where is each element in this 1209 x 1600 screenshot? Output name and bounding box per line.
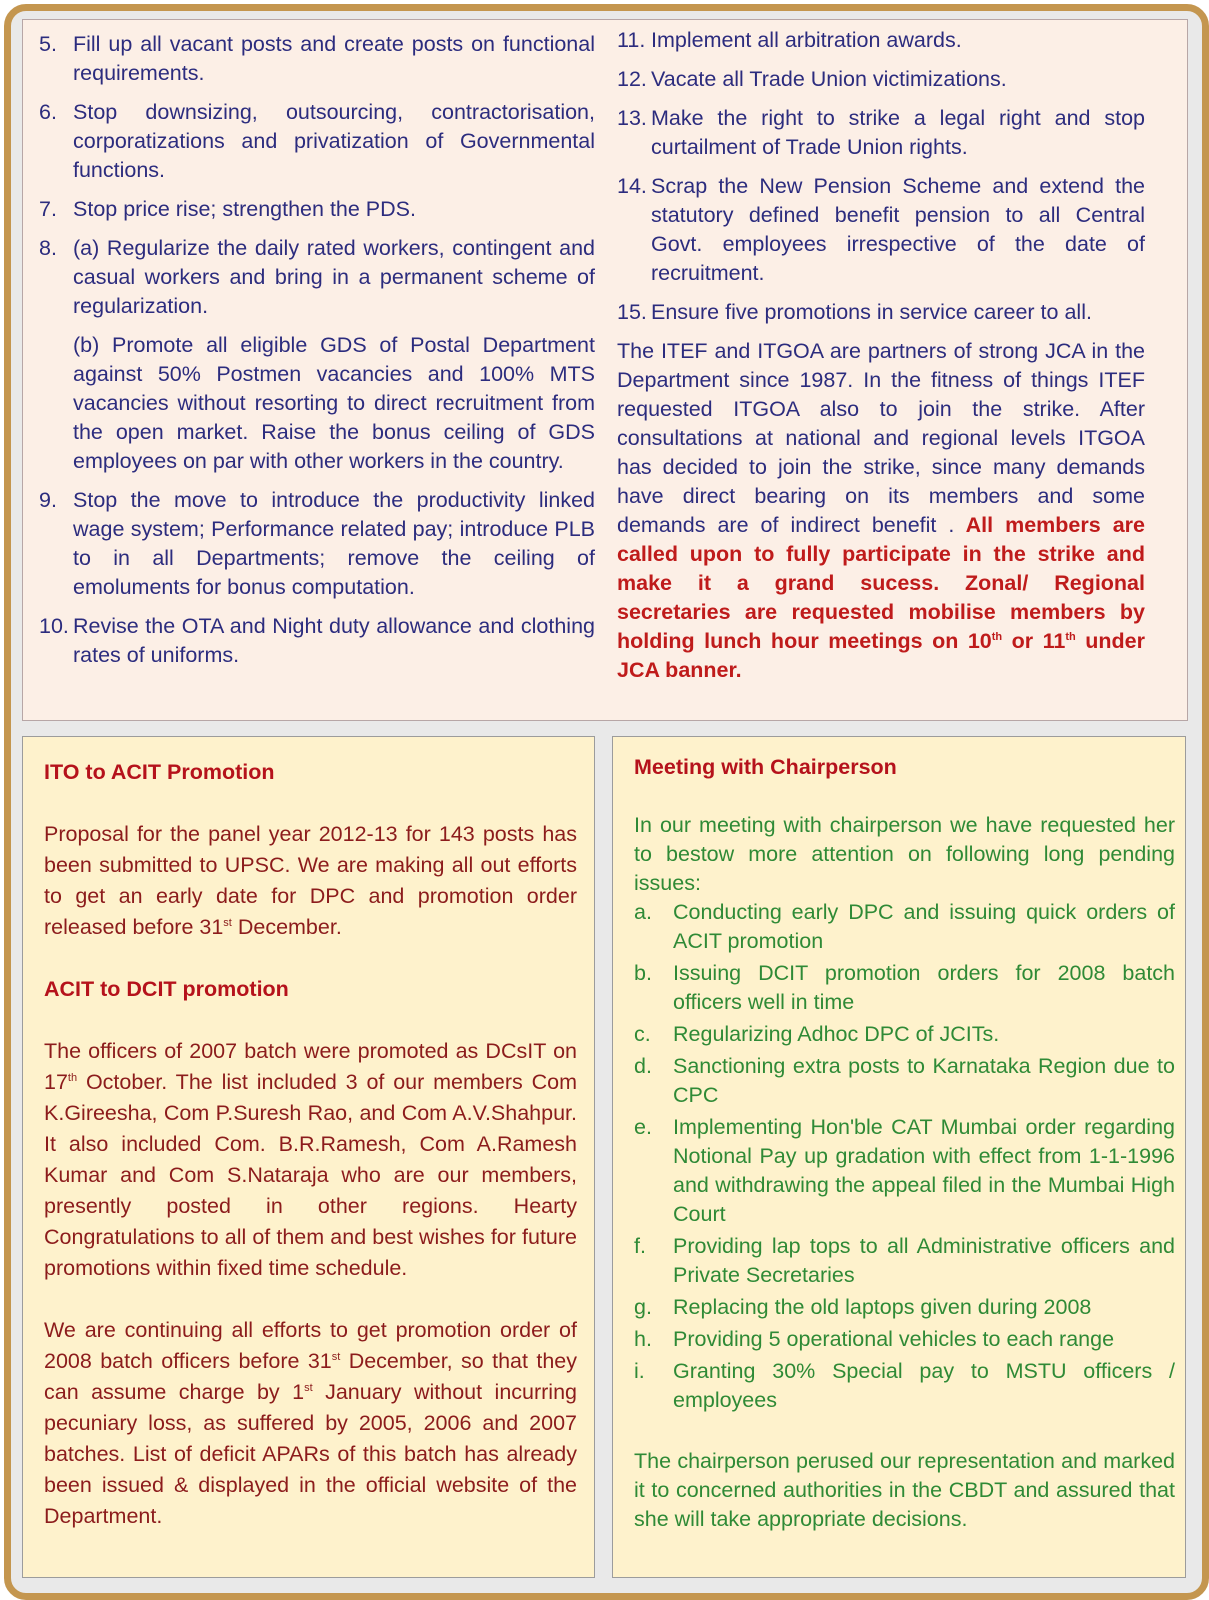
list-subitem: (b) Promote all eligible GDS of Postal Department against 50% Postmen vacancies and 100% MTS vacancies without resorting to direct recruitment from the open market. Raise the bonus ceiling of GDS employees on par with other workers in the country.	[73, 333, 595, 473]
strike-call: All members are called upon to fully participate in the strike and make it a grand sucess. Zonal/ Regional secretaries are requested mobilise members by holding lunch hour meetings on 10th or 11th under JCA banner.	[617, 513, 1146, 682]
itef-paragraph: The ITEF and ITGOA are partners of strong JCA in the Department since 1987. In the fitness of things ITEF requested ITGOA also to join the strike. After consultations at national and regional levels ITGOA has decided to join the strike, since many demands have direct bearing on its members and some demands are of indirect benefit . All members are called upon to fully participate in the strike and make it a grand sucess. Zonal/ Regional secretaries are requested mobilise members by holding lunch hour meetings on 10th or 11th under JCA banner.	[617, 339, 1146, 682]
promotion-box	[22, 736, 595, 1578]
list-item: 9. Stop the move to introduce the productivity linked wage system; Performance related pay; introduce PLB to in all Departments; remove the ceiling of emoluments for bonus computation.	[39, 488, 595, 599]
section-heading: ACIT to DCIT promotion	[44, 977, 289, 1001]
paragraph: Proposal for the panel year 2012-13 for 143 posts has been submitted to UPSC. We are making all out efforts to get an early date for DPC and promotion order released before 31st December.	[44, 822, 577, 939]
list-item: 11. Implement all arbitration awards.	[617, 28, 962, 52]
demands-section	[22, 19, 1188, 721]
chairperson-box	[612, 736, 1186, 1578]
list-item: 12. Vacate all Trade Union victimizations.	[617, 67, 1007, 91]
list-item: 14. Scrap the New Pension Scheme and extend the statutory defined benefit pension to all Central Govt. employees irrespective of the date of recruitment.	[617, 174, 1145, 285]
paragraph: In our meeting with chairperson we have requested her to bestow more attention on following long pending issues:	[634, 813, 1175, 895]
demands-left-column	[39, 30, 595, 680]
list-item: 5. Fill up all vacant posts and create posts on functional requirements.	[39, 32, 595, 85]
list-item: b. Issuing DCIT promotion orders for 2008 batch officers well in time	[634, 961, 1175, 1014]
paragraph: We are continuing all efforts to get promotion order of 2008 batch officers before 31st December, so that they can assume charge by 1st January without incurring pecuniary loss, as suffered by 2005, 2006 and 2007 batches. List of deficit APARs of this batch has already been issued & displayed in the official website of the Department.	[44, 1318, 578, 1528]
list-item: h. Providing 5 operational vehicles to each range	[634, 1327, 1115, 1351]
section-heading: Meeting with Chairperson	[634, 755, 897, 779]
paragraph: The officers of 2007 batch were promoted as DCsIT on 17th October. The list included 3 of our members Com K.Gireesha, Com P.Suresh Rao, and Com A.V.Shahpur. It also included Com. B.R.Ramesh, Com A.Ramesh Kumar and Com S.Nataraja who are our members, presently posted in other regions. Hearty Congratulations to all of them and best wishes for future promotions within fixed time schedule.	[44, 1039, 577, 1280]
list-item: 8. (a) Regularize the daily rated workers, contingent and casual workers and bring in a permanent scheme of regularization.	[39, 236, 595, 318]
list-item: i. Granting 30% Special pay to MSTU officers / employees	[634, 1359, 1175, 1412]
list-item: e. Implementing Hon'ble CAT Mumbai order regarding Notional Pay up gradation with effect from 1-1-1996 and withdrawing the appeal filed in the Mumbai High Court	[634, 1115, 1175, 1226]
list-item: a. Conducting early DPC and issuing quick orders of ACIT promotion	[634, 900, 1175, 953]
list-item: 13. Make the right to strike a legal right and stop curtailment of Trade Union rights.	[617, 106, 1145, 159]
list-item: 6. Stop downsizing, outsourcing, contractorisation, corporatizations and privatization of Governmental functions.	[39, 100, 595, 182]
list-item: 7. Stop price rise; strengthen the PDS.	[39, 197, 416, 221]
section-heading: ITO to ACIT Promotion	[44, 760, 275, 784]
list-item: g. Replacing the old laptops given during 2008	[634, 1295, 1092, 1319]
list-item: 15. Ensure five promotions in service career to all.	[617, 300, 1092, 324]
list-item: 10. Revise the OTA and Night duty allowance and clothing rates of uniforms.	[39, 614, 595, 667]
list-item: f. Providing lap tops to all Administrative officers and Private Secretaries	[634, 1234, 1175, 1287]
paragraph: The chairperson perused our representation and marked it to concerned authorities in the CBDT and assured that she will take appropriate decisions.	[634, 1449, 1175, 1531]
demands-right-column	[617, 26, 1145, 685]
list-item: d. Sanctioning extra posts to Karnataka Region due to CPC	[634, 1054, 1175, 1107]
list-item: c. Regularizing Adhoc DPC of JCITs.	[634, 1022, 1000, 1046]
